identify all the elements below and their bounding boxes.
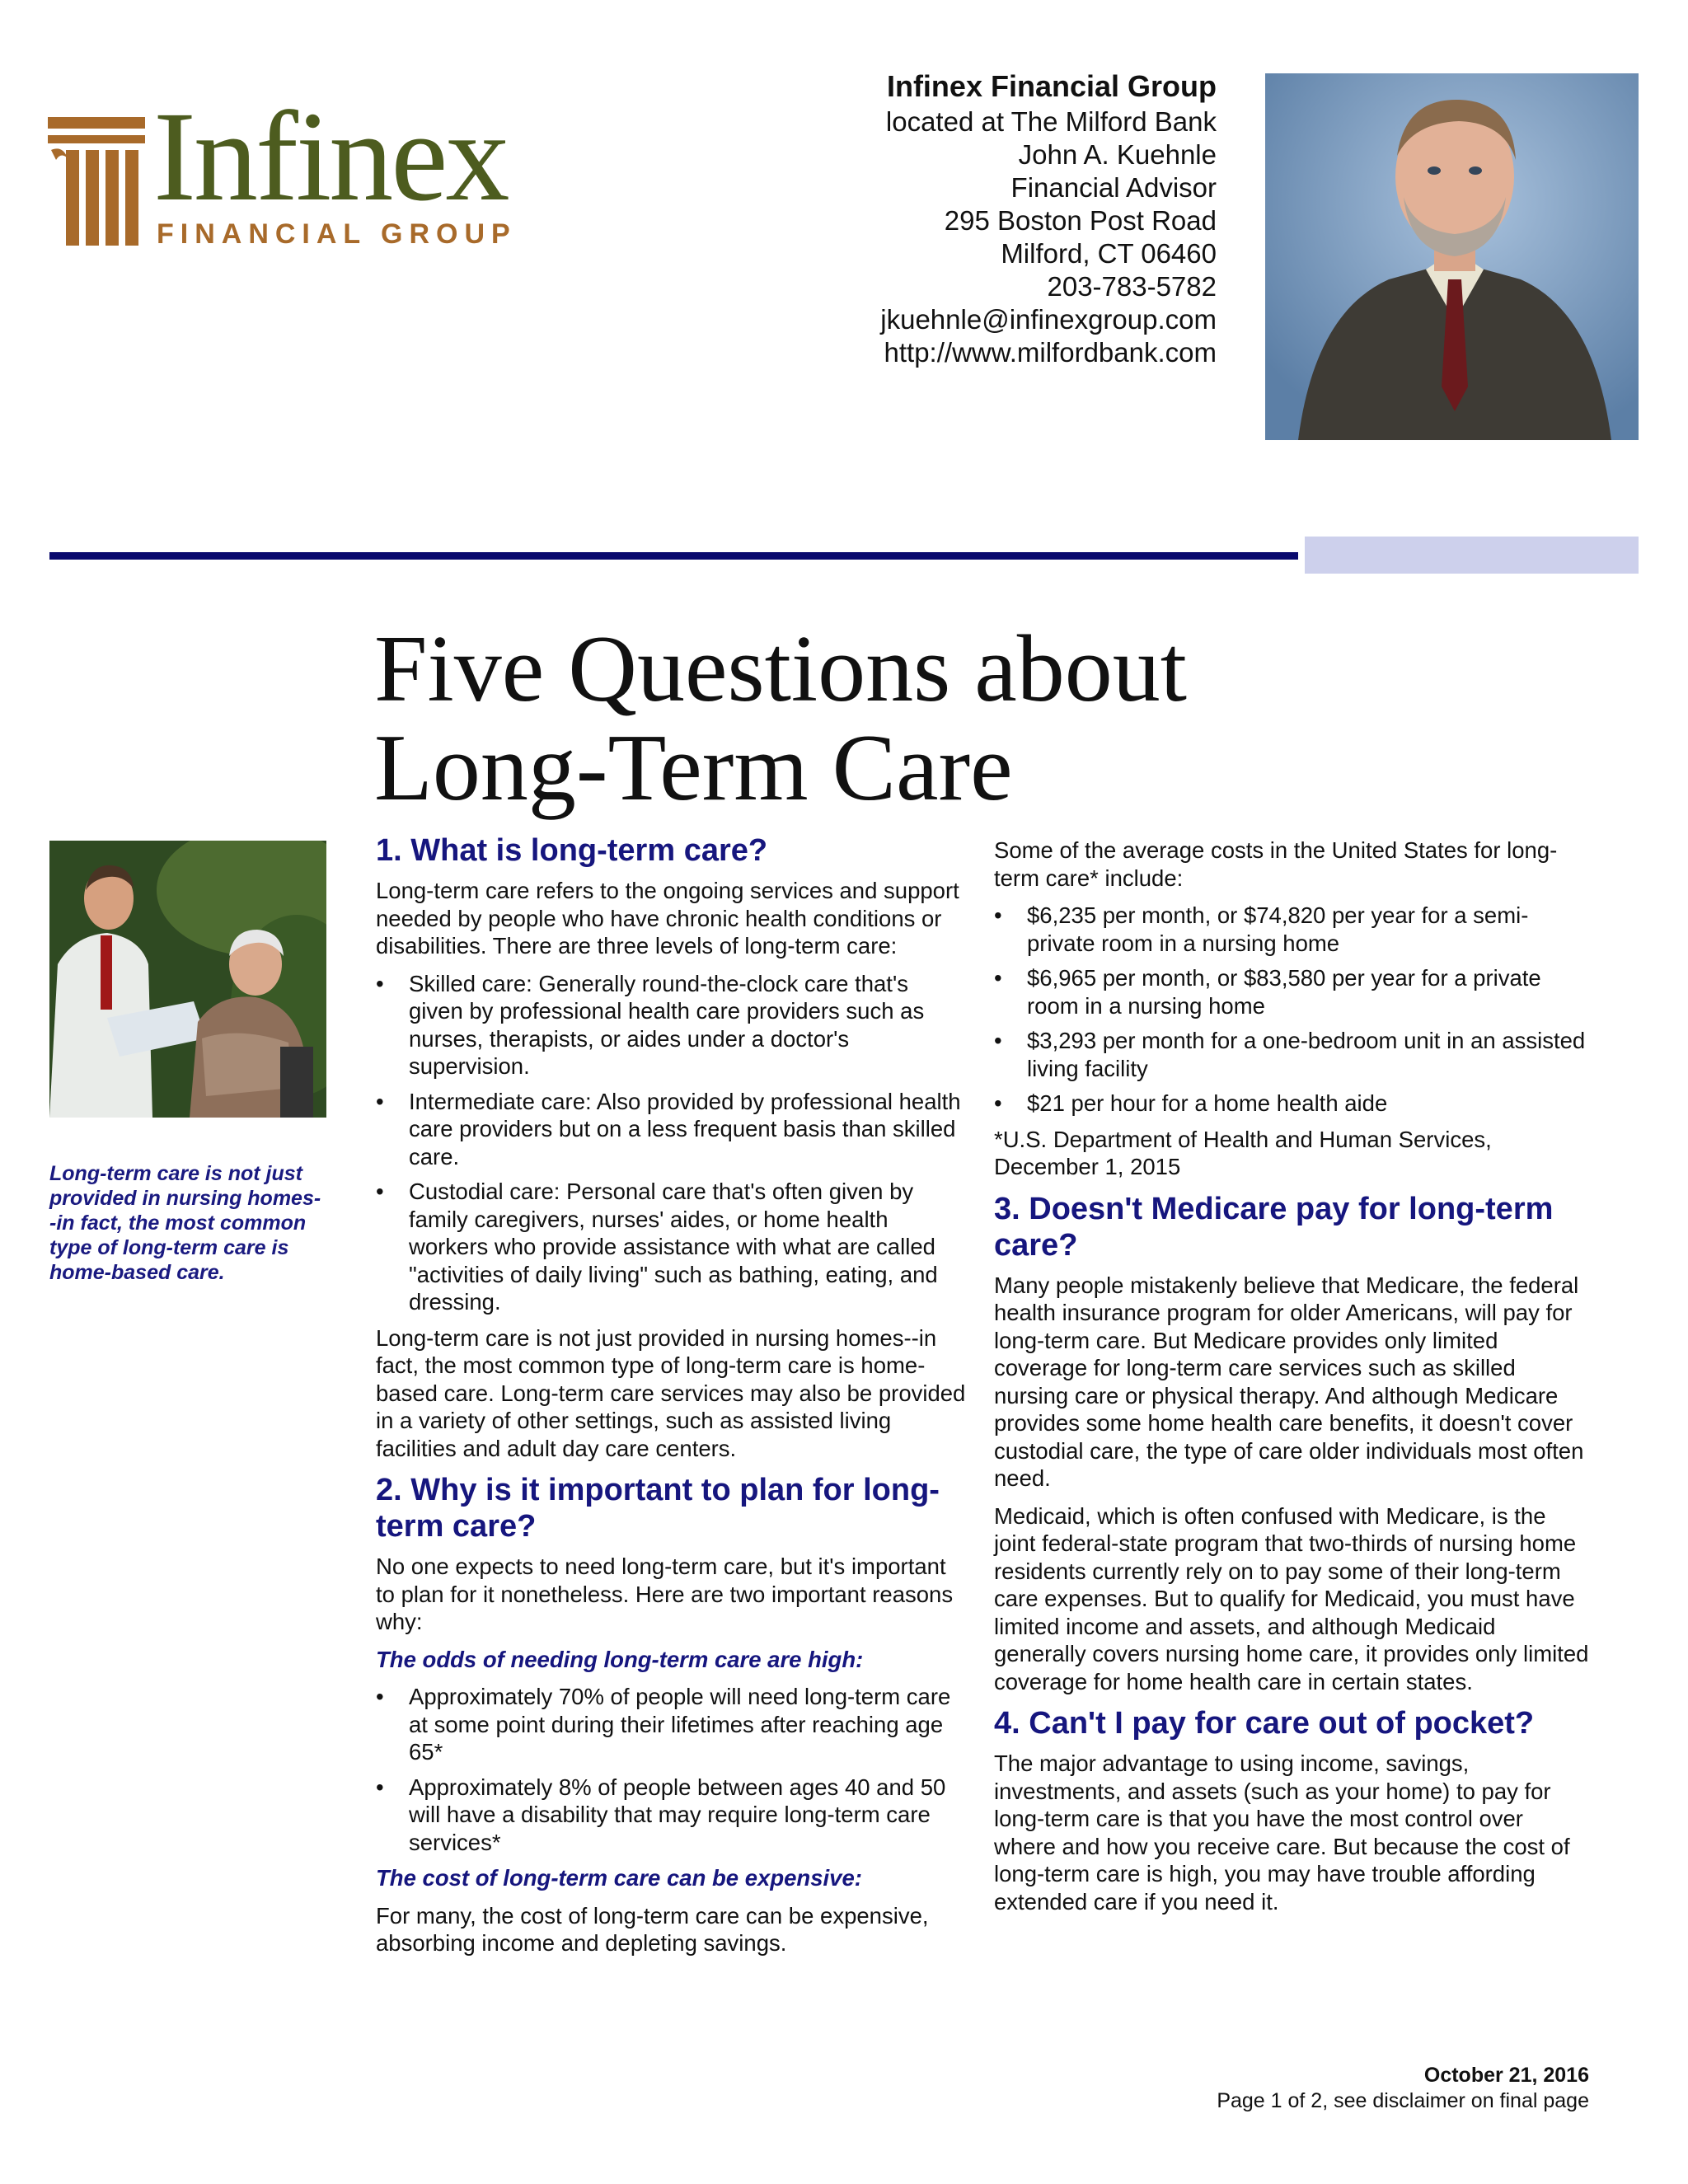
list-item: • $6,235 per month, or $74,820 per year for a semi-private room in a nursing home [994,902,1529,956]
q1-closing: Long-term care is not just provided in nursing homes--in fact, the most common type of long-term care is home-based care. Long-term care services may also be provided in a variety of other settings, such as assisted living facilities and adult day care centers. [376,1324,966,1461]
street-address: 295 Boston Post Road [944,205,1217,236]
column-right [994,837,1589,1925]
q2-closing: For many, the cost of long-term care can be expensive, absorbing income and depleting savings. [376,1902,929,1956]
bullet-icon: • [994,902,1002,928]
list-item: • Approximately 70% of people will need long-term care at some point during their lifetimes after reaching age 65* [376,1684,951,1765]
care-levels-list [376,970,968,1316]
firm-name: Infinex Financial Group [886,69,1217,103]
q2-intro: No one expects to need long-term care, but it's important to plan for it nonetheless. Here are two important reasons why: [376,1554,954,1634]
q3-paragraph-1: Many people mistakenly believe that Medicare, the federal health insurance program for older Americans, will pay for long-term care. But Medicare provides only limited coverage for long-term care services such as skilled nursing care or physical therapy. And although Medicare provides some home health care benefits, it doesn't cover custodial care, the type of care older individuals most often need. [994,1272,1584,1491]
costs-intro: Some of the average costs in the United States for long-term care* include: [994,837,1558,891]
advisor-name: John A. Kuehnle [1018,139,1217,170]
advisor-role: Financial Advisor [1010,172,1217,203]
doctor-patient-image [49,841,326,1118]
list-item: • $21 per hour for a home health aide [994,1090,1388,1116]
list-item: • Skilled care: Generally round-the-clock care that's given by professional health care providers such as nurses, therapists, or aides under a doctor's supervision. [376,970,925,1079]
bullet-icon: • [376,1684,384,1709]
city-state-zip: Milford, CT 06460 [1001,238,1217,269]
bullet-icon: • [994,1090,1002,1116]
odds-list [376,1683,968,1856]
bullet-icon: • [376,970,384,996]
list-item: • Intermediate care: Also provided by professional health care providers but on a less frequent basis than skilled care. [376,1088,961,1169]
list-item: • Custodial care: Personal care that's often given by family caregivers, nurses' aides, or home health workers who provide assistance with what are called "activities of daily living" such as bathing, eating, and dressing. [376,1179,938,1315]
costs-source-note: *U.S. Department of Health and Human Services, December 1, 2015 [994,1126,1492,1179]
section-heading-q2: 2. Why is it important to plan for long-term care? [376,1473,940,1544]
bullet-icon: • [994,965,1002,991]
section-heading-q1: 1. What is long-term care? [376,833,768,868]
publication-date: October 21, 2016 [1423,2064,1589,2087]
costs-list [994,902,1589,1118]
doctor-patient-photo [49,841,326,1118]
sidebar-callout: Long-term care is not just provided in nursing homes--in fact, the most common type of long-term care is home-based care. [49,1162,321,1284]
bullet-icon: • [376,1088,384,1114]
document-title-line-1: Five Questions about [374,616,1187,722]
firm-location: located at The Milford Bank [885,106,1217,137]
advisor-portrait-image [1265,73,1639,440]
document-title-line-2: Long-Term Care [374,715,1013,821]
phone-number: 203-783-5782 [1047,271,1217,302]
column-logo-icon [48,117,145,246]
header-divider-rule [49,552,1298,560]
logo-subtitle: FINANCIAL GROUP [157,218,517,250]
list-item: • $6,965 per month, or $83,580 per year for a private room in a nursing home [994,965,1541,1019]
document-title [374,616,1363,821]
email-link[interactable]: jkuehnle@infinexgroup.com [880,304,1217,335]
list-item: • Approximately 8% of people between ages 40 and 50 will have a disability that may require long-term care services* [376,1774,946,1855]
q4-paragraph-1: The major advantage to using income, savings, investments, and assets (such as your home) to pay for long-term care is that you have the most control over where and how you receive care. But because the cost of long-term care is high, you may have trouble affording extended care if you need it. [994,1750,1570,1915]
q2-subheading-cost: The cost of long-term care can be expensive: [376,1865,862,1891]
section-heading-q3: 3. Doesn't Medicare pay for long-term care? [994,1191,1554,1263]
logo-wordmark: Infinex [153,85,508,227]
section-heading-q4: 4. Can't I pay for care out of pocket? [994,1706,1535,1741]
q3-paragraph-2: Medicaid, which is often confused with Medicare, is the joint federal-state program that two-thirds of nursing home residents currently rely on to pay some of their long-term care expenses. But to qualify for Medicaid, you must have limited income and assets, and although Medicaid generally covers nursing home care, it provides only limited coverage for home health care in certain states. [994,1502,1589,1694]
bullet-icon: • [994,1028,1002,1053]
header-divider-tab [1305,537,1639,574]
column-left [376,832,968,1967]
bullet-icon: • [376,1179,384,1204]
q1-intro: Long-term care refers to the ongoing services and support needed by people who have chronic health conditions or disabilities. There are three levels of long-term care: [376,878,959,958]
page-number-note: Page 1 of 2, see disclaimer on final page [1217,2089,1589,2112]
q2-subheading-odds: The odds of needing long-term care are high: [376,1646,864,1672]
advisor-contact-block [880,68,1217,369]
infinex-logo [48,85,518,254]
page-footer [1217,2063,1589,2114]
bullet-icon: • [376,1774,384,1800]
website-link[interactable]: http://www.milfordbank.com [884,337,1217,368]
advisor-portrait [1265,73,1639,440]
list-item: • $3,293 per month for a one-bedroom unit in an assisted living facility [994,1028,1586,1081]
